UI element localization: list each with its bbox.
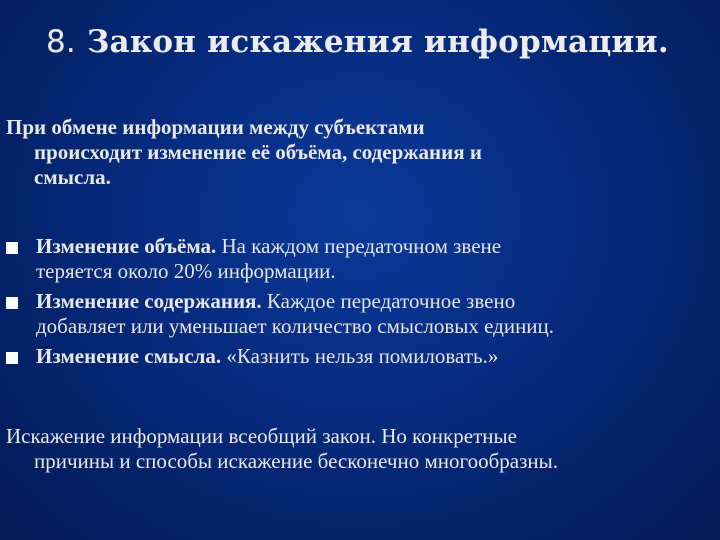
bullet-list (6, 234, 554, 374)
square-bullet-icon (6, 242, 18, 254)
bullet-heading: Изменение смысла. (36, 344, 222, 368)
title-number: 8. (46, 24, 76, 60)
bullet-text-continued: добавляет или уменьшает количество смысловых единиц. (36, 314, 555, 338)
conclusion-line-2: причины и способы искажение бесконечно многообразны. (34, 449, 558, 473)
bullet-text: На каждом передаточном звене (216, 234, 502, 258)
bullet-heading: Изменение объёма. (36, 234, 217, 258)
bullet-item-content (6, 289, 554, 339)
conclusion-line-1: Искажение информации всеобщий закон. Но конкретные (6, 424, 517, 448)
bullet-text: «Казнить нельзя помиловать.» (221, 344, 499, 368)
title-text: Закон искажения информации. (86, 24, 669, 60)
intro-line-1: При обмене информации между субъектами (6, 115, 425, 139)
intro-paragraph (6, 115, 482, 190)
conclusion-paragraph (6, 424, 558, 474)
bullet-item-meaning (6, 344, 554, 369)
square-bullet-icon (6, 297, 18, 309)
slide-title (46, 24, 669, 60)
bullet-item-volume (6, 234, 554, 284)
bullet-text: Каждое передаточное звено (261, 289, 516, 313)
bullet-heading: Изменение содержания. (36, 289, 262, 313)
intro-line-2: происходит изменение её объёма, содержания и (34, 140, 482, 164)
bullet-text-continued: теряется около 20% информации. (36, 259, 336, 283)
intro-line-3: смысла. (34, 165, 111, 189)
square-bullet-icon (6, 352, 18, 364)
